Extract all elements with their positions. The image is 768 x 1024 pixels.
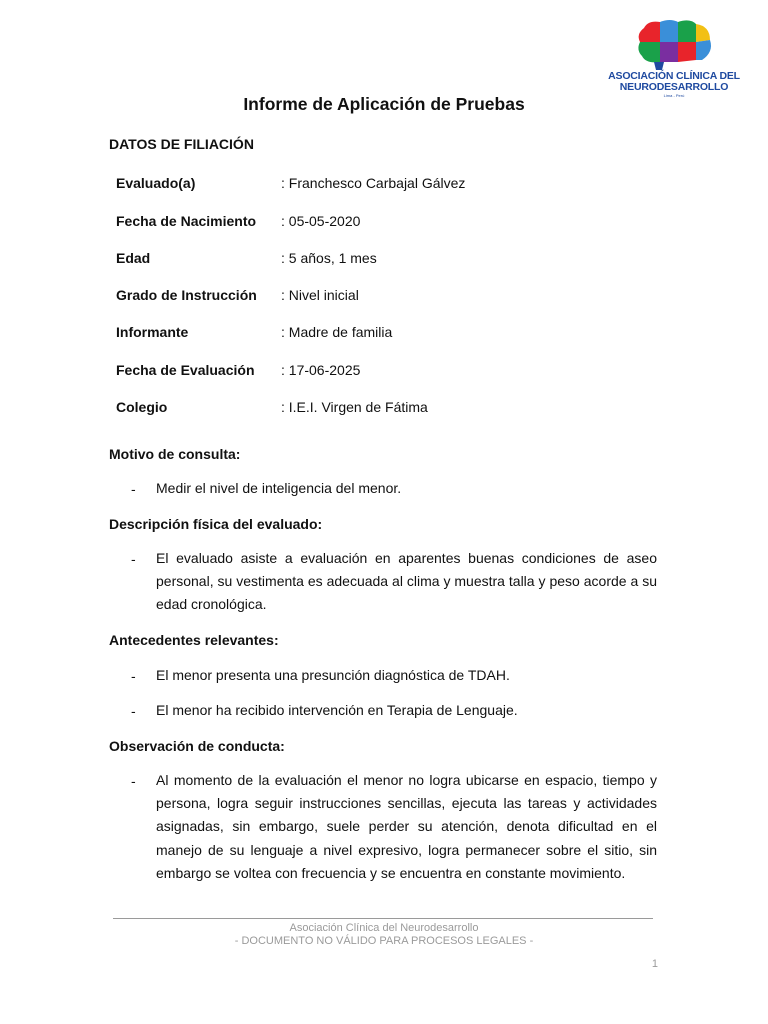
- document-title: Informe de Aplicación de Pruebas: [243, 94, 525, 114]
- antecedentes-item: El menor ha recibido intervención en Terapia de Lenguaje.: [156, 702, 518, 718]
- list-bullet: -: [131, 551, 136, 567]
- observacion-heading: Observación de conducta:: [109, 738, 285, 754]
- field-value-colegio: : I.E.I. Virgen de Fátima: [281, 399, 428, 415]
- motivo-item: Medir el nivel de inteligencia del menor.: [156, 480, 402, 496]
- descripcion-heading: Descripción física del evaluado:: [109, 516, 323, 532]
- logo-text-line3: Lima - Perú: [663, 93, 685, 98]
- observacion-item: Al momento de la evaluación el menor no logra ubicarse en espacio, tiempo y persona, logra seguir instrucciones sencillas, ejecuta las tareas y actividades asignadas, sin embargo, suele perder su atención, denota dificultad en el manejo de su lenguaje a nivel expresivo, logra permanecer sobre el sitio, sin embargo se voltea con frecuencia y se encuentra en constante movimiento.: [156, 772, 657, 881]
- field-value-grado: : Nivel inicial: [281, 287, 359, 303]
- field-value-fecha-evaluacion: : 17-06-2025: [281, 362, 361, 378]
- field-value-informante: : Madre de familia: [281, 324, 393, 340]
- field-label-edad: Edad: [116, 250, 151, 266]
- antecedentes-item: El menor presenta una presunción diagnóstica de TDAH.: [156, 667, 510, 683]
- field-value-fecha-nacimiento: : 05-05-2020: [281, 213, 361, 229]
- brain-puzzle-icon: [630, 18, 718, 70]
- descripcion-item: El evaluado asiste a evaluación en aparentes buenas condiciones de aseo personal, su vestimenta es adecuada al clima y muestra talla y peso acorde a su edad cronológica.: [156, 550, 657, 613]
- field-label-fecha-evaluacion: Fecha de Evaluación: [116, 362, 255, 378]
- list-bullet: -: [131, 703, 136, 719]
- field-label-colegio: Colegio: [116, 399, 168, 415]
- footer-organization: Asociación Clínica del Neurodesarrollo: [289, 922, 479, 934]
- field-value-edad: : 5 años, 1 mes: [281, 250, 377, 266]
- footer-divider: [113, 918, 653, 919]
- list-bullet: -: [131, 668, 136, 684]
- field-label-evaluado: Evaluado(a): [116, 175, 196, 191]
- footer-disclaimer: - DOCUMENTO NO VÁLIDO PARA PROCESOS LEGALES -: [234, 935, 534, 947]
- list-bullet: -: [131, 773, 136, 789]
- motivo-heading: Motivo de consulta:: [109, 446, 241, 462]
- field-label-informante: Informante: [116, 324, 189, 340]
- list-bullet: -: [131, 481, 136, 497]
- page-number: 1: [651, 958, 658, 970]
- field-value-evaluado: : Franchesco Carbajal Gálvez: [281, 175, 466, 191]
- field-label-grado: Grado de Instrucción: [116, 287, 257, 303]
- filiacion-heading: DATOS DE FILIACIÓN: [109, 136, 254, 152]
- organization-logo: [606, 18, 742, 98]
- logo-text-line1: ASOCIACIÓN CLÍNICA DEL: [608, 70, 740, 82]
- logo-text-line2: NEURODESARROLLO: [619, 81, 729, 93]
- antecedentes-heading: Antecedentes relevantes:: [109, 632, 279, 648]
- field-label-fecha-nacimiento: Fecha de Nacimiento: [116, 213, 257, 229]
